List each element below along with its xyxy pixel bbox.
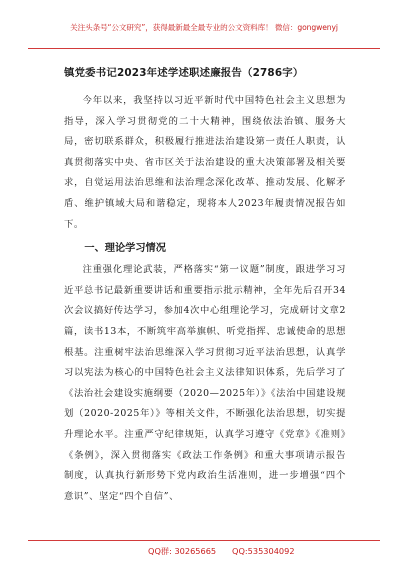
footer-qq: QQ:535304092 [232, 546, 295, 556]
banner-text: 关注头条号“公文研究”，获得最新最全最专业的公文资料库！ 微信：gongwenyj [70, 23, 338, 32]
section-paragraph: 注重强化理论武装，严格落实“第一议题”制度，跟进学习习近平总书记最新重要讲话和重要指示批示精神，全年先后召开34次会议搞好传达学习，参加4次中心组理论学习，完成研讨文章2篇，读书13本，不断筑牢高举旗帜、听党指挥、忠诚使命的思想根基。注重树牢法治思维深入学习贯彻习近平法治思想，认真学习以宪法为核心的中国特色社会主义法律知识体系，先后学习了《法治社会建设实施纲要（2020—2025年）》《法治中国建设规划（2020-2025年）》等相关文件，不断强化法治思想，切实提升理论水平。注重严守纪律规矩，认真学习遵守《党章》《准则》《条例》，深入贯彻落实《政法工作条例》和重大事项请示报告制度，认真执行新形势下党内政治生活准则，进一步增强“四个意识”、坚定“四个自信”、 [64, 264, 346, 502]
header-banner [0, 0, 408, 52]
header-divider [28, 48, 380, 49]
footer-qq-group: QQ群: 30265665 [148, 546, 217, 556]
document-title: 镇党委书记2023年述学述职述廉报告（2786字） [64, 67, 304, 79]
footer [0, 540, 408, 566]
footer-divider [28, 540, 380, 541]
intro-paragraph: 今年以来，我坚持以习近平新时代中国特色社会主义思想为指导，深入学习贯彻党的二十大精神，围绕依法治镇、服务大局，密切联系群众，积极履行推进法治建设第一责任人职责，认真贯彻落实中央、省市区关于法治建设的重大决策部署及相关要求，自觉运用法治思维和法治理念深化改革、推动发展、化解矛盾、维护镇域大局和谐稳定，现将本人2023年履责情况报告如下。 [64, 95, 346, 230]
section-heading: 一、理论学习情况 [84, 243, 166, 255]
document-body [64, 60, 346, 507]
